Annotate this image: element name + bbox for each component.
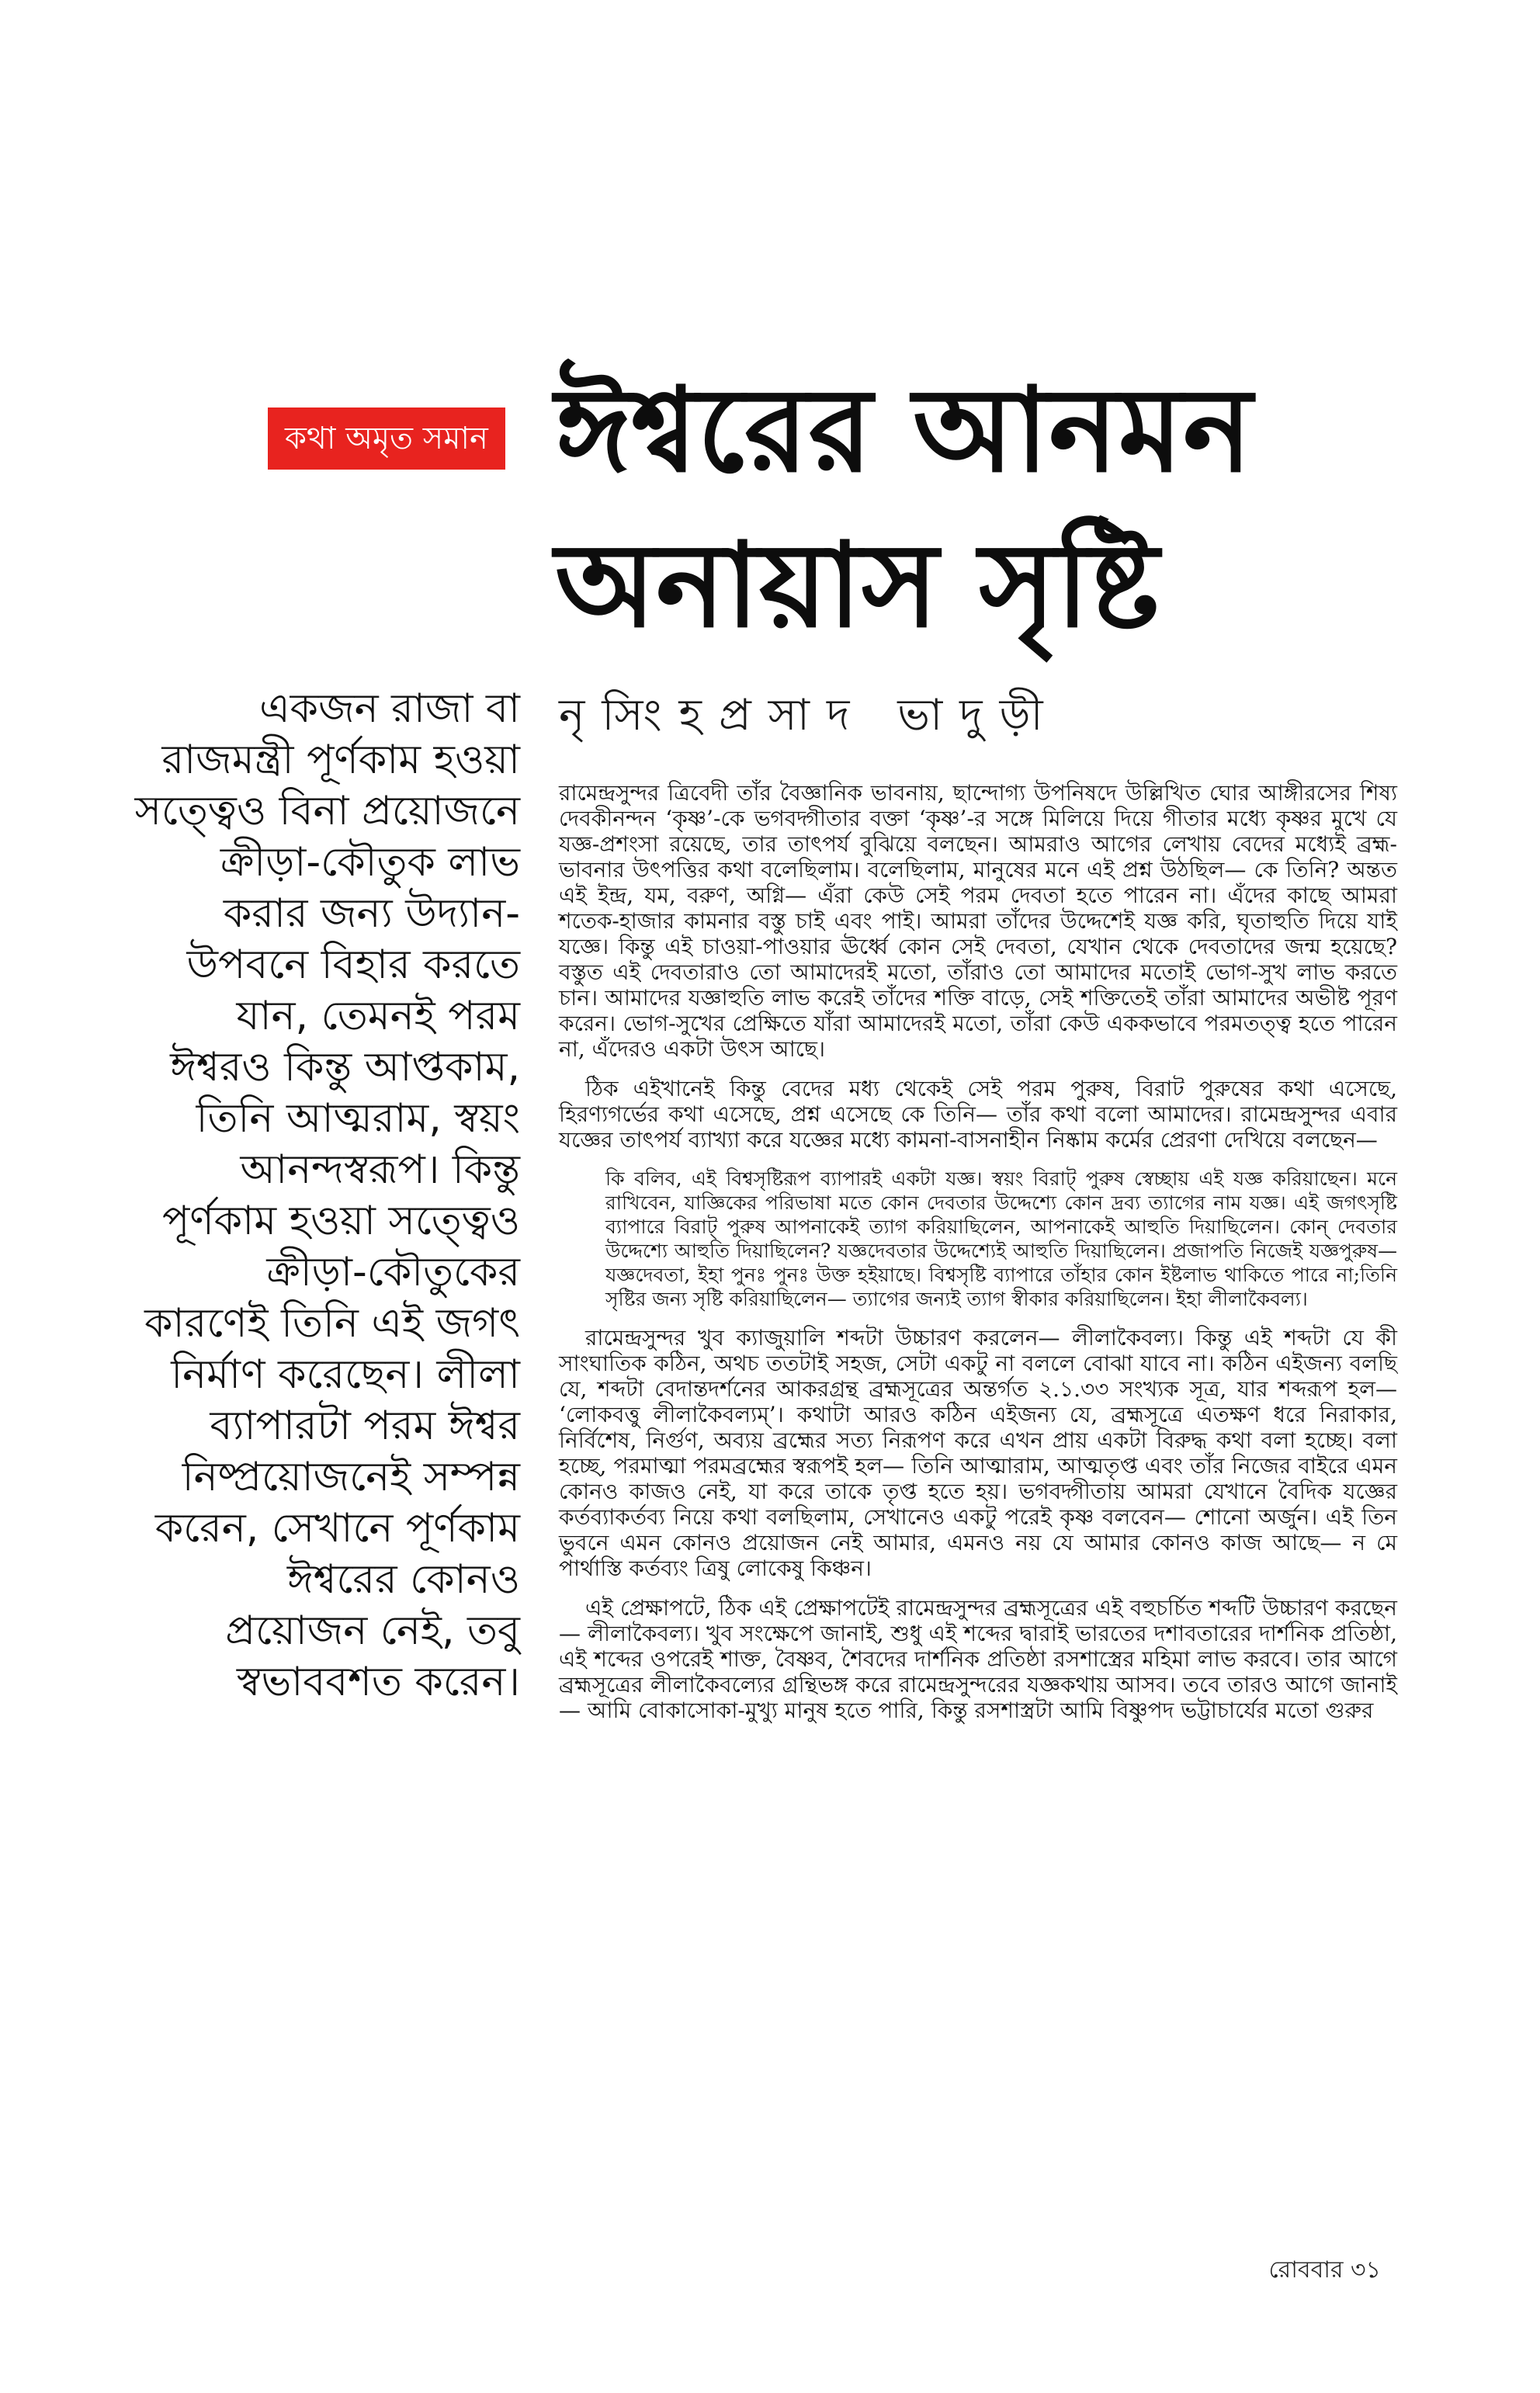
block-quote: কি বলিব, এই বিশ্বসৃষ্টিরূপ ব্যাপারই একটা যজ্ঞ। স্বয়ং বিরাট্ পুরুষ স্বেচ্ছায় এই যজ্ঞ করিয়াছেন। মনে রাখিবেন, যাজ্ঞিকের পরিভাষা মতে কোন দেবতার উদ্দেশ্যে কোন দ্রব্য ত্যাগের নাম যজ্ঞ। এই জগৎসৃষ্টি ব্যাপারে বিরাট্ পুরুষ আপনাকেই ত্যাগ করিয়াছিলেন, আপনাকেই আহুতি দিয়াছিলেন। কোন্ দেবতার উদ্দেশ্যে আহুতি দিয়াছিলেন? যজ্ঞদেবতার উদ্দেশ্যেই আহুতি দিয়াছিলেন। প্রজাপতি নিজেই যজ্ঞপুরুষ— যজ্ঞদেবতা, ইহা পুনঃ পুনঃ উক্ত হইয়াছে। বিশ্বসৃষ্টি ব্যাপারে তাঁহার কোন ইষ্টলাভ থাকিতে পারে না;তিনি সৃষ্টির জন্য সৃষ্টি করিয়াছিলেন— ত্যাগের জন্যই ত্যাগ স্বীকার করিয়াছিলেন। ইহা লীলাকৈবল্য। [605, 1167, 1397, 1310]
pull-quote-line: নির্মাণ করেছেন। লীলা [171, 1351, 520, 1398]
pull-quote-line: করার জন্য উদ্যান- [223, 890, 520, 937]
pull-quote-line: কারণেই তিনি এই জগৎ [144, 1300, 520, 1347]
pull-quote-line: উপবনে বিহার করতে [186, 942, 520, 988]
article-body [559, 780, 1397, 1737]
pull-quote-line: রাজমন্ত্রী পূর্ণকাম হওয়া [161, 737, 520, 783]
pull-quote-line: ক্রীড়া-কৌতুক লাভ [220, 839, 520, 886]
body-paragraph-1: রামেন্দ্রসুন্দর ত্রিবেদী তাঁর বৈজ্ঞানিক ভাবনায়, ছান্দোগ্য উপনিষদে উল্লিখিত ঘোর আঙ্গীরসের শিষ্য দেবকীনন্দন ‘কৃষ্ণ’-কে ভগবদ্গীতার বক্তা ‘কৃষ্ণ’-র সঙ্গে মিলিয়ে দিয়ে গীতার মধ্যে কৃষ্ণর মুখে যে যজ্ঞ-প্রশংসা রয়েছে, তার তাৎপর্য বুঝিয়ে বলছেন। আমরাও আগের লেখায় বেদের মধ্যেই ব্রহ্ম-ভাবনার উৎপত্তির কথা বলেছিলাম। বলেছিলাম, মানুষের মনে এই প্রশ্ন উঠছিল— কে তিনি? অন্তত এই ইন্দ্র, যম, বরুণ, অগ্নি— এঁরা কেউ সেই পরম দেবতা হতে পারেন না। এঁদের কাছে আমরা শতেক-হাজার কামনার বস্তু চাই এবং পাই। আমরা তাঁদের উদ্দেশেই যজ্ঞ করি, ঘৃতাহুতি দিয়ে যাই যজ্ঞে। কিন্তু এই চাওয়া-পাওয়ার ঊর্ধ্বে কোন সেই দেবতা, যেখান থেকে দেবতাদের জন্ম হয়েছে? বস্তুত এই দেবতারাও তো আমাদেরই মতো, তাঁরাও তো আমাদের মতোই ভোগ-সুখ লাভ করতে চান। আমাদের যজ্ঞাহুতি লাভ করেই তাঁদের শক্তি বাড়ে, সেই শক্তিতেই তাঁরা আমাদের অভীষ্ট পূরণ করেন। ভোগ-সুখের প্রেক্ষিতে যাঁরা আমাদেরই মতো, তাঁরা কেউ এককভাবে পরমতত্ত্ব হতে পারেন না, এঁদেরও একটা উৎস আছে। [559, 780, 1397, 1062]
pull-quote-line: ক্রীড়া-কৌতুকের [266, 1249, 520, 1295]
body-paragraph-2: ঠিক এইখানেই কিন্তু বেদের মধ্য থেকেই সেই পরম পুরুষ, বিরাট পুরুষের কথা এসেছে, হিরণ্যগর্ভের কথা এসেছে, প্রশ্ন এসেছে কে তিনি— তাঁর কথা বলো আমাদের। রামেন্দ্রসুন্দর এবার যজ্ঞের তাৎপর্য ব্যাখ্যা করে যজ্ঞের মধ্যে কামনা-বাসনাহীন নিষ্কাম কর্মের প্রেরণা দেখিয়ে বলছেন— [559, 1076, 1397, 1153]
body-paragraph-3: রামেন্দ্রসুন্দর খুব ক্যাজুয়ালি শব্দটা উচ্চারণ করলেন— লীলাকৈবল্য। কিন্তু এই শব্দটা যে কী সাংঘাতিক কঠিন, অথচ ততটাই সহজ, সেটা একটু না বললে বোঝা যাবে না। কঠিন এইজন্য বলছি যে, শব্দটা বেদান্তদর্শনের আকরগ্রন্থ ব্রহ্মসূত্রের অন্তর্গত ২.১.৩৩ সংখ্যক সূত্র, যার শব্দরূপ হল— ‘লোকবত্তু লীলাকৈবল্যম্’। কথাটা আরও কঠিন এইজন্য যে, ব্রহ্মসূত্রে এতক্ষণ ধরে নিরাকার, নির্বিশেষ, নির্গুণ, অব্যয় ব্রহ্মের সত্য নিরূপণ করে এখন প্রায় একটা বিরুদ্ধ কথা বলা হচ্ছে। বলা হচ্ছে, পরমাত্মা পরমব্রহ্মের স্বরূপই হল— তিনি আত্মারাম, আত্মতৃপ্ত এবং তাঁর নিজের বাইরে এমন কোনও কাজও নেই, যা করে তাকে তৃপ্ত হতে হয়। ভগবদ্গীতায় আমরা যেখানে বৈদিক যজ্ঞের কর্তব্যাকর্তব্য নিয়ে কথা বলছিলাম, সেখানেও একটু পরেই কৃষ্ণ বলবেন— শোনো অর্জুন। এই তিন ভুবনে এমন কোনও প্রয়োজন নেই আমার, এমনও নয় যে আমার কোনও কাজ আছে— ন মে পার্থাস্তি কর্তব্যং ত্রিষু লোকেষু কিঞ্চন। [559, 1325, 1397, 1581]
article-title [555, 353, 1517, 664]
pull-quote-line: নিষ্প্রয়োজনেই সম্পন্ন [182, 1454, 520, 1500]
pull-quote-line: ঈশ্বরের কোনও [286, 1556, 520, 1603]
page-folio: রোববার ৩১ [1268, 2256, 1381, 2284]
pull-quote-line: একজন রাজা বা [259, 685, 520, 732]
pull-quote-line: পূর্ণকাম হওয়া সত্ত্বেও [162, 1198, 520, 1244]
pull-quote-line: ঈশ্বরও কিন্তু আপ্তকাম, [170, 1044, 520, 1091]
title-line-1: ঈশ্বরের আনমন [555, 363, 1253, 498]
pull-quote-line: সত্ত্বেও বিনা প্রয়োজনে [134, 788, 520, 834]
title-line-2: অনায়াস সৃষ্টি [555, 518, 1160, 654]
pull-quote [132, 683, 520, 1708]
pull-quote-line: আনন্দস্বরূপ। কিন্তু [240, 1146, 520, 1193]
pull-quote-line: স্বভাববশত করেন। [236, 1659, 520, 1705]
pull-quote-line: করেন, সেখানে পূর্ণকাম [154, 1505, 520, 1552]
pull-quote-line: ব্যাপারটা পরম ঈশ্বর [210, 1403, 520, 1449]
pull-quote-line: যান, তেমনই পরম [236, 993, 520, 1039]
pull-quote-line: তিনি আত্মরাম, স্বয়ং [196, 1095, 520, 1142]
section-tag: কথা অমৃত সমান [268, 408, 505, 470]
pull-quote-line: প্রয়োজন নেই, তবু [225, 1607, 520, 1654]
body-paragraph-4: এই প্রেক্ষাপটে, ঠিক এই প্রেক্ষাপটেই রামেন্দ্রসুন্দর ব্রহ্মসূত্রের এই বহুচর্চিত শব্দটি উচ্চারণ করছেন— লীলাকৈবল্য। খুব সংক্ষেপে জানাই, শুধু এই শব্দের দ্বারাই ভারতের দশাবতারের দার্শনিক প্রতিষ্ঠা, এই শব্দের ওপরেই শাক্ত, বৈষ্ণব, শৈবদের দার্শনিক প্রতিষ্ঠা রসশাস্ত্রের মহিমা লাভ করবে। তার আগে ব্রহ্মসূত্রের লীলাকৈবল্যের গ্রন্থিভঙ্গ করে রামেন্দ্রসুন্দরের যজ্ঞকথায় আসব। তবে তারও আগে জানাই— আমি বোকাসোকা-মুখ্যু মানুষ হতে পারি, কিন্তু রসশাস্ত্রটা আমি বিষ্ণুপদ ভট্টাচার্যের মতো গুরুর [559, 1595, 1397, 1723]
author-byline: নৃসিংহপ্রসাদ ভাদুড়ী [559, 690, 1060, 740]
